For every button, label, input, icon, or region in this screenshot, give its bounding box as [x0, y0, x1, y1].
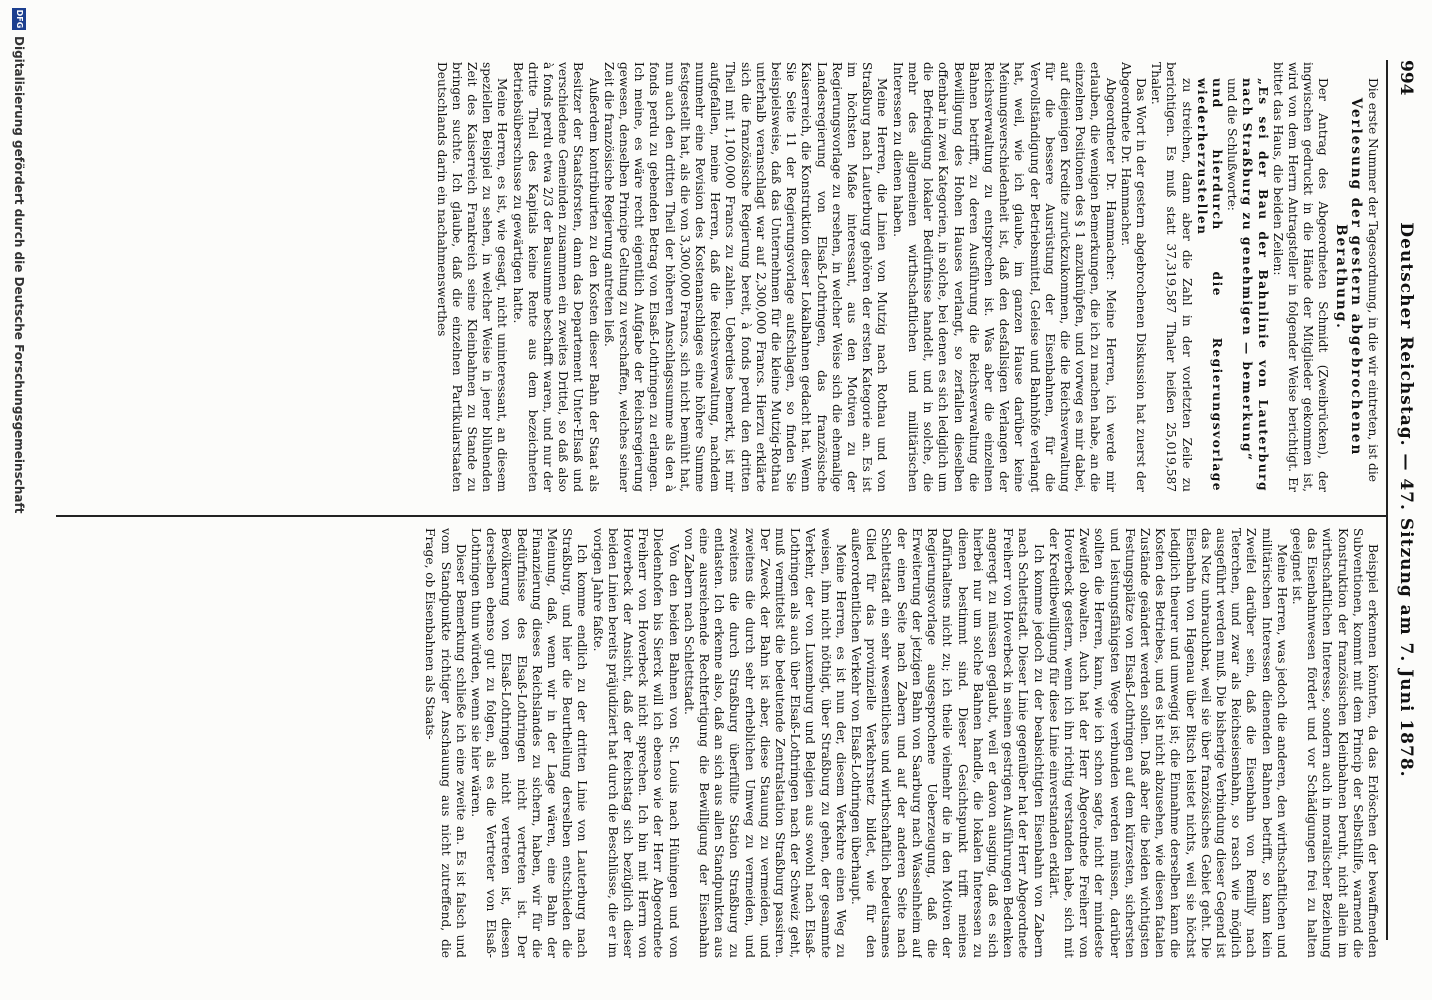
left-column-paragraph: und hierdurch die Regierungsvorlage wiederherzustellen [1194, 78, 1224, 492]
running-title: Deutscher Reichstag. — 47. Sitzung am 7. Juni 1878. [1396, 222, 1416, 778]
left-column-paragraph: Die erste Nummer der Tagesordnung, in die wir eintreten, ist die [1366, 78, 1380, 482]
left-column-paragraph: Meine Herren, die Linien von Mutzig nach Rothau und von Straßburg nach Lauterburg gehören der ersten Kategorie an. Es ist im höchsten Maße interessant, aus den Motiven zu der Regierungsvorlage zu ersehen, in welcher Weise sich die ehemalige Landesregierung von Elsaß-Lothringen, das französische Kaiserreich, die Konstruktion dieser Lokalbahnen gedacht hat. Wenn Sie Seite 11 der Regierungsvorlage aufschlagen, so finden Sie beispielsweise, daß das Unternehmen für die kleine Mutzig-Rothau unterhalb veranschlagt war auf 2,300,000 Francs. Hierzu erklärte sich die französische Regierung bereit, à fonds perdu den dritten Theil mit 1,100,000 Francs zu zahlen. Ueberdies bemerkt, ist mir aufgefallen, meine Herren, daß die Reichsverwaltung, nachdem nunmehr eine Revision des Kostenanschlages eine höhere Summe festgestellt hat, als die von 3,300,000 Francs, sich nicht bemüht hat, nun auch den dritten Theil der höheren Anschlagssumme als den à fonds perdu zu gebenden Betrag von Elsaß-Lothringen zu erlangen. Ich meine, es wäre recht eigentlich Aufgabe der Reichsregierung gewesen, denselben Principe Geltung zu verschaffen, welches seiner Zeit die französische Regierung antreten ließ. [601, 62, 890, 492]
left-column [50, 62, 1380, 492]
page-number: 994 [1396, 60, 1416, 96]
digitization-credit: Digitalisierung gefördert durch die Deutsche Forschungsgemeinschaft [12, 36, 26, 514]
left-column-paragraph: zu streichen, dann aber die Zahl in der vorletzten Zeile zu berichtigen. Es muß statt 37,319,587 Thaler heißen 25,019,587 Thaler. [1149, 62, 1194, 492]
left-column-paragraph: Verlesung der gestern abgebrochenen Berathung. [1332, 97, 1364, 457]
right-column-paragraph: Von den beiden Bahnen von St. Louis nach Hüningen und von Diedenhofen bis Sierck will ich ebenso wie der Herr Abgeordnete Freiherr von Hoverbeck nicht sprechen. Ich bin mit Herrn von Hoverbeck der Ansicht, daß der Reichstag sich bezüglich dieser beiden Linien bereits präjudiziert hat durch die Beschlüsse, die er im vorigen Jahre faßte. [590, 528, 681, 958]
left-column-paragraph: und die Schlußworte: [1225, 78, 1240, 211]
left-column-paragraph: Meine Herren, es ist, wie gesagt, nicht uninteressant, an diesem speziellen Beispiel zu sehen, in welcher Weise in jener blühenden Zeit des Kaiserreich Frankreich seine Kleinbahnen zu Stande zu bringen suchte. Ich glaube, daß die einzelnen Partikularstaaten Deutschlands darin ein nachahmenswerthes [434, 62, 510, 492]
page-header [1390, 60, 1420, 940]
column-divider [56, 515, 1386, 517]
left-column-paragraph: „Es sei der Bau der Bahnlinie von Lauterburg nach Straßburg zu genehmigen — bemerkung“ [1240, 78, 1270, 492]
right-column-paragraph: Dieser Bemerkung schließe ich eine zweite an. Es ist falsch und vom Standpunkte richtiger Anschauung aus nicht zutreffend, die Frage, ob Eisenbahnen als Staats- [423, 528, 468, 958]
right-column [50, 528, 1380, 958]
right-column-paragraph: Ich komme jedoch zu der beabsichtigten Eisenbahn von Zabern nach Schlettstadt. Dieser Linie gegenüber hat der Herr Abgeordnete Freiherr von Hoverbeck in seinen gestrigen Ausführungen Bedenken angeregt zu müssen geglaubt, weil er davon ausging, daß es sich hierbei nur um solche Bahnen handle, die lokalen Interessen zu dienen bestimmt sind. Dieser Gesichtspunkt trifft meines Dafürhaltens nicht zu; ich theile vielmehr die in den Motiven der Regierungsvorlage ausgesprochene Ueberzeugung, daß die Erweiterung der jetzigen Bahn von Saarburg nach Wasselnheim auf der einen Seite nach Zabern und auf der anderen Seite nach Schlettstadt ein sehr wesentliches und wirthschaftlich bedeutsames Glied für das provinzielle Verkehrsnetz bildet, wie für den außerordentlichen Verkehr von Elsaß-Lothringen überhaupt. [849, 528, 1046, 958]
left-column-paragraph: Das Wort in der gestern abgebrochenen Diskussion hat zuerst der Abgeordnete Dr. Hammacher. [1118, 62, 1148, 492]
right-column-paragraph: Meine Herren, es ist nun der, diesem Verkehre einen Weg zu weisen, ihm nicht nöthigt, über Straßburg zu gehen, der gesammte Verkehr, der von Luxemburg und Belgien aus sowohl nach Elsaß-Lothringen als auch über Elsaß-Lothringen nach der Schweiz geht, muß vermittelst die bedeutende Zentralstation Straßburg passiren. Der Zweck der Bahn ist aber, diese Stauung zu vermeiden, und zweitens die durch sehr erheblichen Umweg zu vermeiden, und zweitens die durch Straßburg überfüllte Station Straßburg zu entlasten. Ich erkenne also, daß an sich aus allen Standpunkten aus eine ausreichende Rechtfertigung die Bewilligung der Eisenbahn von Zabern nach Schlettstadt. [681, 528, 848, 958]
right-column-paragraph: Ich komme endlich zu der dritten Linie von Lauterburg nach Straßburg, und hier die Beurtheilung derselben entschieden die Meinung, daß, wenn wir in der Lage wären, eine Bahn der Finanzierung dieses Reichslandes zu sichern, haben, wir für die Bedürfnisse des Elsaß-Lothringen nicht vertreten ist. Der Bevölkerung von Elsaß-Lothringen nicht vertreten ist, diesen derselben ebenso gut zu folgen, als es die Vertreter von Elsaß-Lothringen thun würden, wenn sie hier wären. [469, 528, 590, 958]
right-column-paragraph: Meine Herren, was jedoch die anderen, den wirthschaftlichen und militärischen Interessen dienenden Bahnen betrifft, so kann kein Zweifel darüber sein, daß die Eisenbahn von Remilly nach Teterchen, und zwar als Reichseisenbahn, so rasch wie möglich ausgeführt werden muß. Die bisherige Verbindung dieser Gegend ist das Netz unbrauchbar, weil sie über französisches Gebiet geht. Die Eisenbahn von Hagenau über Bitsch leistet nichts, weil sie höchst lediglich theurer und umwegig ist; die Einnahme derselben kann die Kosten des Betriebes, und es ist nicht abzusehen, wie diesen fatalen Zustände geändert werden sollen. Daß aber die beiden wichtigsten Festungsplätze von Elsaß-Lothringen auf dem kürzesten, sichersten und leistungsfähigsten Wege verbunden werden müssen, darüber sollten die Herren, kann, wie ich schon sagte, nicht der mindeste Zweifel obwalten. Auch hat der Herr Abgeordnete Freiherr von Hoverbeck gestern, wenn ich ihn richtig verstanden habe, sich mit der Kreditbewilligung für diese Linie einverstanden erklärt. [1046, 528, 1289, 958]
right-column-paragraph: Beispiel erkennen könnten, da das Erlöschen der bewaffnenden Subventionen, kommt mit dem Princip der Selbsthilfe, warnend die Konstruktion der französischen Kleinbahnen beruht, nicht allein im wirthschaftlichen Interesse, sondern auch in moralischer Beziehung das Eisenbahnwesen fördert und vor Schädigungen frei zu halten geeignet ist. [1289, 528, 1380, 958]
footer [4, 0, 34, 1000]
left-column-paragraph: Der Antrag des Abgeordneten Schmidt (Zweibrücken), der ingwischen gedruckt in die Hände der Mitglieder gekommen ist, wird von dem Herrn Antragsteller in folgender Weise berichtigt. Er bittet das Haus, die beiden Zeilen: [1270, 62, 1331, 492]
left-column-paragraph: Außerdem kontribuirten zu den Kosten dieser Bahn der Staat als Besitzer der Staatsforsten, dann das Departement Unter-Elsaß und verschiedene Gemeinden zusammen ein zweites Drittel, so daß also à fonds perdu etwa 2/3 der Bausumme beschafft waren, und nur der dritte Theil des Kapitals keine Rente aus dem bezeichneten Betriebsüberschusse zu gewärtigen hatte. [510, 62, 601, 492]
header-rule [1386, 60, 1388, 940]
dfg-logo: DFG [12, 8, 26, 30]
left-column-paragraph: Abgeordneter Dr. Hammacher: Meine Herren, ich werde mir erlauben, die wenigen Bemerkungen, die ich zu machen habe, an die einzelnen Positionen des § 1 anzuknüpfen, und vorweg es mir dabei, auf diejenigen Kredite zurückzukommen, die die Reichsverwaltung für die bessere Ausrüstung der Eisenbahnen, für die Vervollständigung der Betriebsmittel, Geleise und Bahnhöfe verlangt hat, weil, wie ich glaube, im ganzen Hause darüber keine Meinungsverschiedenheit ist, daß den desfallsigen Verlangen der Reichsverwaltung zu entsprechen ist. Was aber die einzelnen Bahnen betrifft, zu deren Ausführung die Reichsverwaltung die Bewilligung des Hohen Hauses verlangt, so zerfallen dieselben offenbar in zwei Kategorien, in solche, bei denen es sich lediglich um die Befriedigung lokaler Bedürfnisse handelt, und in solche, die mehr des allgemeinen wirthschaftlichen und militärischen Interessen zu dienen haben. [890, 62, 1118, 492]
